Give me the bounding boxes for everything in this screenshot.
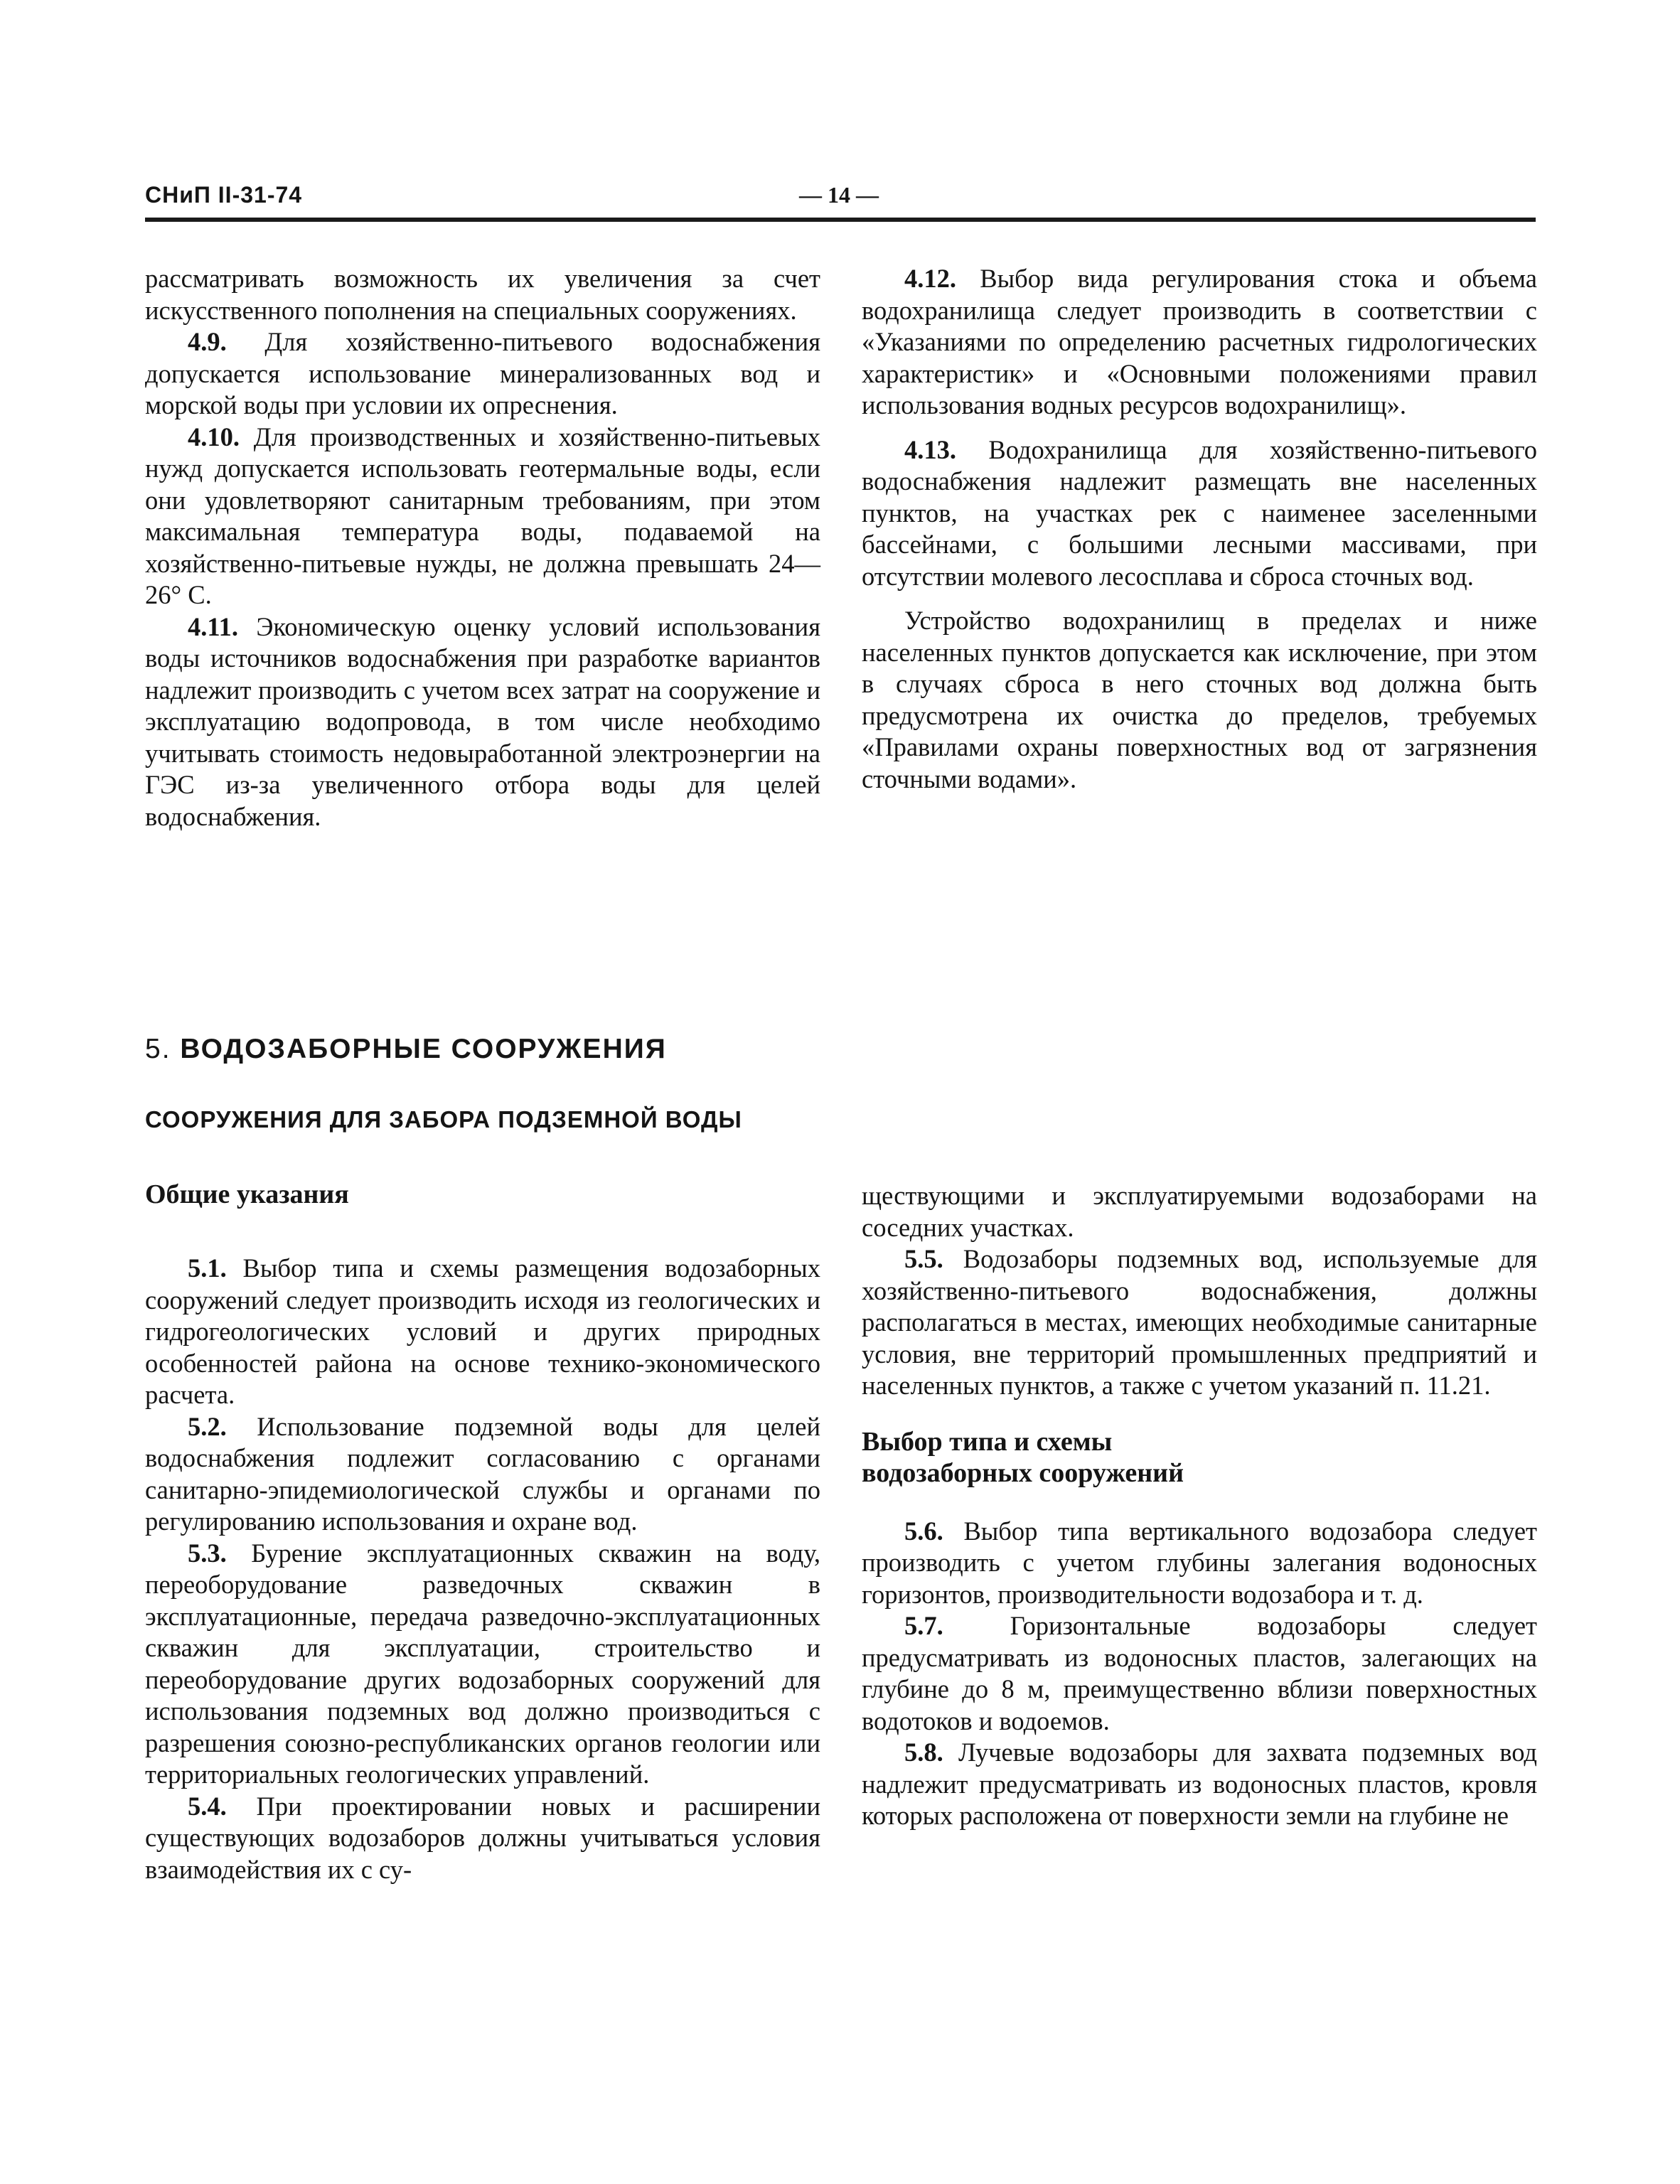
paragraph-reservoir-placement: Устройство водохранилищ в пределах и ниже населенных пунктов допускается как исключение, при этом в случаях сброса в него сточных вод должна быть предусмотрена их очистка до пределов, требуемых «Правилами охраны поверхностных вод от загрязнения сточными водами». bbox=[862, 606, 1537, 793]
header-rule bbox=[145, 218, 1536, 222]
paragraph-4-12: 4.12. Выбор вида регулирования стока и объема водохранилища следует производить в соответствии с «Указаниями по определению расчетных гидрологических характеристик» и «Основными положениями правил использования водных ресурсов водохранилищ». bbox=[862, 264, 1537, 419]
clause-number: 4.13. bbox=[904, 434, 956, 464]
paragraph-5-2: 5.2. Использование подземной воды для целей водоснабжения подлежит согласованию с органами санитарно-эпидемиологической службы и органами по регулированию использования и охране вод. bbox=[145, 1411, 820, 1536]
paragraph-4-9: 4.9. Для хозяйственно-питьевого водоснабжения допускается использование минерализованных вод и морской воды при условии их опреснения. bbox=[145, 327, 820, 419]
section-title bbox=[145, 1034, 667, 1065]
paragraph-5-5: 5.5. Водозаборы подземных вод, используемые для хозяйственно-питьевого водоснабжения, должны располагаться в местах, имеющих необходимые санитарные условия, вне территорий промышленных предприятий и населенных пунктов, а также с учетом указаний п. 11.21. bbox=[862, 1244, 1537, 1400]
paragraph-4-11: 4.11. Экономическую оценку условий использования воды источников водоснабжения при разработке вариантов надлежит производить с учетом всех затрат на сооружение и эксплуатацию водопровода, в том числе необходимо учитывать стоимость недовыработанной электроэнергии на ГЭС из-за увеличенного отбора воды для целей водоснабжения. bbox=[145, 611, 820, 831]
paragraph-4-10: 4.10. Для производственных и хозяйственно-питьевых нужд допускается использовать геотермальные воды, если они удовлетворяют санитарным требованиям, при этом максимальная температура воды, подаваемой на хозяйственно-питьевые нужды, не должна превышать 24—26° С. bbox=[145, 422, 820, 609]
paragraph-5-3: 5.3. Бурение эксплуатационных скважин на воду, переоборудование разведочных скважин в эксплуатационные, передача разведочно-эксплуатационных скважин для эксплуатации, строительство и переоборудование других водозаборных сооружений для использования подземных вод должно производиться с разрешения союзно-республиканских органов геологии или территориальных геологических управлений. bbox=[145, 1538, 820, 1789]
paragraph-continuation: рассматривать возможность их увеличения за счет искусственного пополнения на специальных сооружениях. bbox=[145, 264, 820, 325]
clause-number: 4.10. bbox=[188, 422, 240, 451]
clause-number: 4.9. bbox=[188, 327, 227, 356]
paragraph-5-7: 5.7. Горизонтальные водозаборы следует предусматривать из водоносных пластов, залегающих на глубине до 8 м, преимущественно вблизи поверхностных водотоков и водоемов. bbox=[862, 1611, 1537, 1735]
clause-number: 5.4. bbox=[188, 1791, 227, 1821]
paragraph-5-4: 5.4. При проектировании новых и расширении существующих водозаборов должны учитываться условия взаимодействия их с су- bbox=[145, 1791, 820, 1884]
clause-number: 4.11. bbox=[188, 611, 238, 641]
clause-number: 5.1. bbox=[188, 1253, 227, 1283]
page-number: — 14 — bbox=[799, 182, 879, 208]
paragraph-5-1: 5.1. Выбор типа и схемы размещения водозаборных сооружений следует производить исходя из геологических и гидрогеологических условий и других природных особенностей района на основе технико-экономического расчета. bbox=[145, 1253, 820, 1409]
paragraph-5-6: 5.6. Выбор типа вертикального водозабора следует производить с учетом глубины залегания водоносных горизонтов, производительности водозабора и т. д. bbox=[862, 1516, 1537, 1609]
column-top-left bbox=[145, 263, 820, 833]
clause-number: 4.12. bbox=[904, 264, 956, 293]
paragraph-4-13: 4.13. Водохранилища для хозяйственно-питьевого водоснабжения надлежит размещать вне населенных пунктов, на участках рек с наименее заселенными бассейнами, с большими лесными массивами, при отсутствии молевого лесосплава и сброса сточных вод. bbox=[862, 434, 1537, 591]
paragraph-5-8: 5.8. Лучевые водозаборы для захвата подземных вод надлежит предусматривать из водоносных пластов, кровля которых расположена от поверхности земли на глубине не bbox=[862, 1738, 1537, 1830]
clause-number: 5.2. bbox=[188, 1411, 227, 1441]
clause-number: 5.5. bbox=[904, 1244, 943, 1273]
heading-general: Общие указания bbox=[145, 1179, 349, 1209]
clause-number: 5.8. bbox=[904, 1738, 943, 1767]
clause-number: 5.6. bbox=[904, 1516, 943, 1546]
section-number: 5. bbox=[145, 1034, 171, 1064]
subsection-title: СООРУЖЕНИЯ ДЛЯ ЗАБОРА ПОДЗЕМНОЙ ВОДЫ bbox=[145, 1106, 742, 1133]
column-bottom-right bbox=[862, 1180, 1537, 1832]
clause-number: 5.3. bbox=[188, 1538, 227, 1568]
heading-type-selection: Выбор типа и схемы водозаборных сооружений bbox=[862, 1426, 1184, 1488]
column-bottom-left bbox=[145, 1253, 820, 1885]
document-code: СНиП II-31-74 bbox=[145, 182, 303, 208]
section-title-text: ВОДОЗАБОРНЫЕ СООРУЖЕНИЯ bbox=[180, 1034, 667, 1064]
paragraph-continuation: ществующими и эксплуатируемыми водозаборами на соседних участках. bbox=[862, 1181, 1537, 1242]
column-top-right bbox=[862, 263, 1537, 795]
clause-number: 5.7. bbox=[904, 1611, 943, 1640]
